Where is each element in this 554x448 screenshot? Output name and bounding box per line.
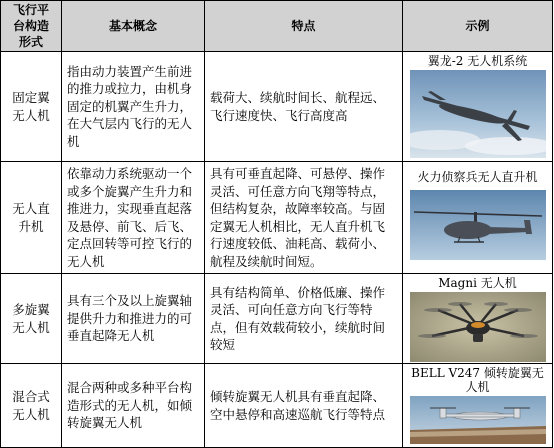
table-header-row bbox=[1, 1, 553, 52]
row-type-cell bbox=[1, 274, 62, 364]
fixed-wing-drone-photo bbox=[410, 70, 546, 158]
row-type-line: 无人直 bbox=[12, 200, 50, 216]
row-example bbox=[403, 364, 553, 448]
header-platform-line: 飞行平 bbox=[12, 3, 49, 17]
row-features: 具有可垂直起降、可悬停、操作灵活、可任意方向飞翔等特点，但结构复杂，故障率较高。与固定翼无人机相比，无人直升机飞行速度较低、油耗高、载荷小、航程及续航时间短。 bbox=[205, 162, 403, 274]
row-type-line: 无人机 bbox=[12, 406, 50, 422]
row-type-line: 无人机 bbox=[12, 319, 50, 335]
row-features: 载荷大、续航时间长、航程远、飞行速度快、飞行高度高 bbox=[205, 52, 403, 162]
row-type-line: 无人机 bbox=[12, 107, 50, 123]
example-title: Magni 无人机 bbox=[438, 276, 517, 290]
header-concept: 基本概念 bbox=[62, 1, 205, 52]
multirotor-drone-photo bbox=[410, 292, 546, 362]
header-features: 特点 bbox=[205, 1, 403, 52]
row-example bbox=[403, 162, 553, 274]
row-type-cell bbox=[1, 162, 62, 274]
example-title: 翼龙-2 无人机系统 bbox=[427, 54, 528, 68]
unmanned-helicopter-photo bbox=[410, 190, 546, 260]
table-row bbox=[1, 364, 553, 448]
header-platform-line: 台构造 bbox=[12, 19, 49, 33]
example-title: BELL V247 倾转旋翼无人机 bbox=[411, 366, 544, 394]
row-type-cell bbox=[1, 364, 62, 448]
row-type-line: 升机 bbox=[18, 218, 44, 234]
row-concept: 指由动力装置产生前进的推力或拉力，由机身固定的机翼产生升力，在大气层内飞行的无人机 bbox=[62, 52, 205, 162]
row-concept: 混合两种或多种平台构造形式的无人机，如倾转旋翼无人机 bbox=[62, 364, 205, 448]
table-row bbox=[1, 52, 553, 162]
table-row bbox=[1, 274, 553, 364]
header-platform bbox=[1, 1, 62, 52]
header-platform-line: 形式 bbox=[18, 35, 43, 49]
row-concept: 具有三个及以上旋翼轴提供升力和推进力的可垂直起降无人机 bbox=[62, 274, 205, 364]
row-example bbox=[403, 52, 553, 162]
table-row bbox=[1, 162, 553, 274]
row-type-line: 多旋翼 bbox=[12, 301, 50, 317]
row-features: 倾转旋翼无人机具有垂直起降、空中悬停和高速巡航飞行等特点 bbox=[205, 364, 403, 448]
row-concept: 依靠动力系统驱动一个或多个旋翼产生升力和推进力，实现垂直起落及悬停、前飞、后飞、定点回转等可控飞行的无人机 bbox=[62, 162, 205, 274]
tiltrotor-drone-photo bbox=[410, 396, 546, 444]
example-title: 火力侦察兵无人直升机 bbox=[417, 170, 538, 184]
row-type-line: 固定翼 bbox=[12, 89, 50, 105]
row-type-line: 混合式 bbox=[12, 388, 50, 404]
row-features: 具有结构简单、价格低廉、操作灵活、可向任意方向飞行等特点，但有效载荷较小，续航时间较短 bbox=[205, 274, 403, 364]
header-example: 示例 bbox=[403, 1, 553, 52]
row-example bbox=[403, 274, 553, 364]
row-type-cell bbox=[1, 52, 62, 162]
